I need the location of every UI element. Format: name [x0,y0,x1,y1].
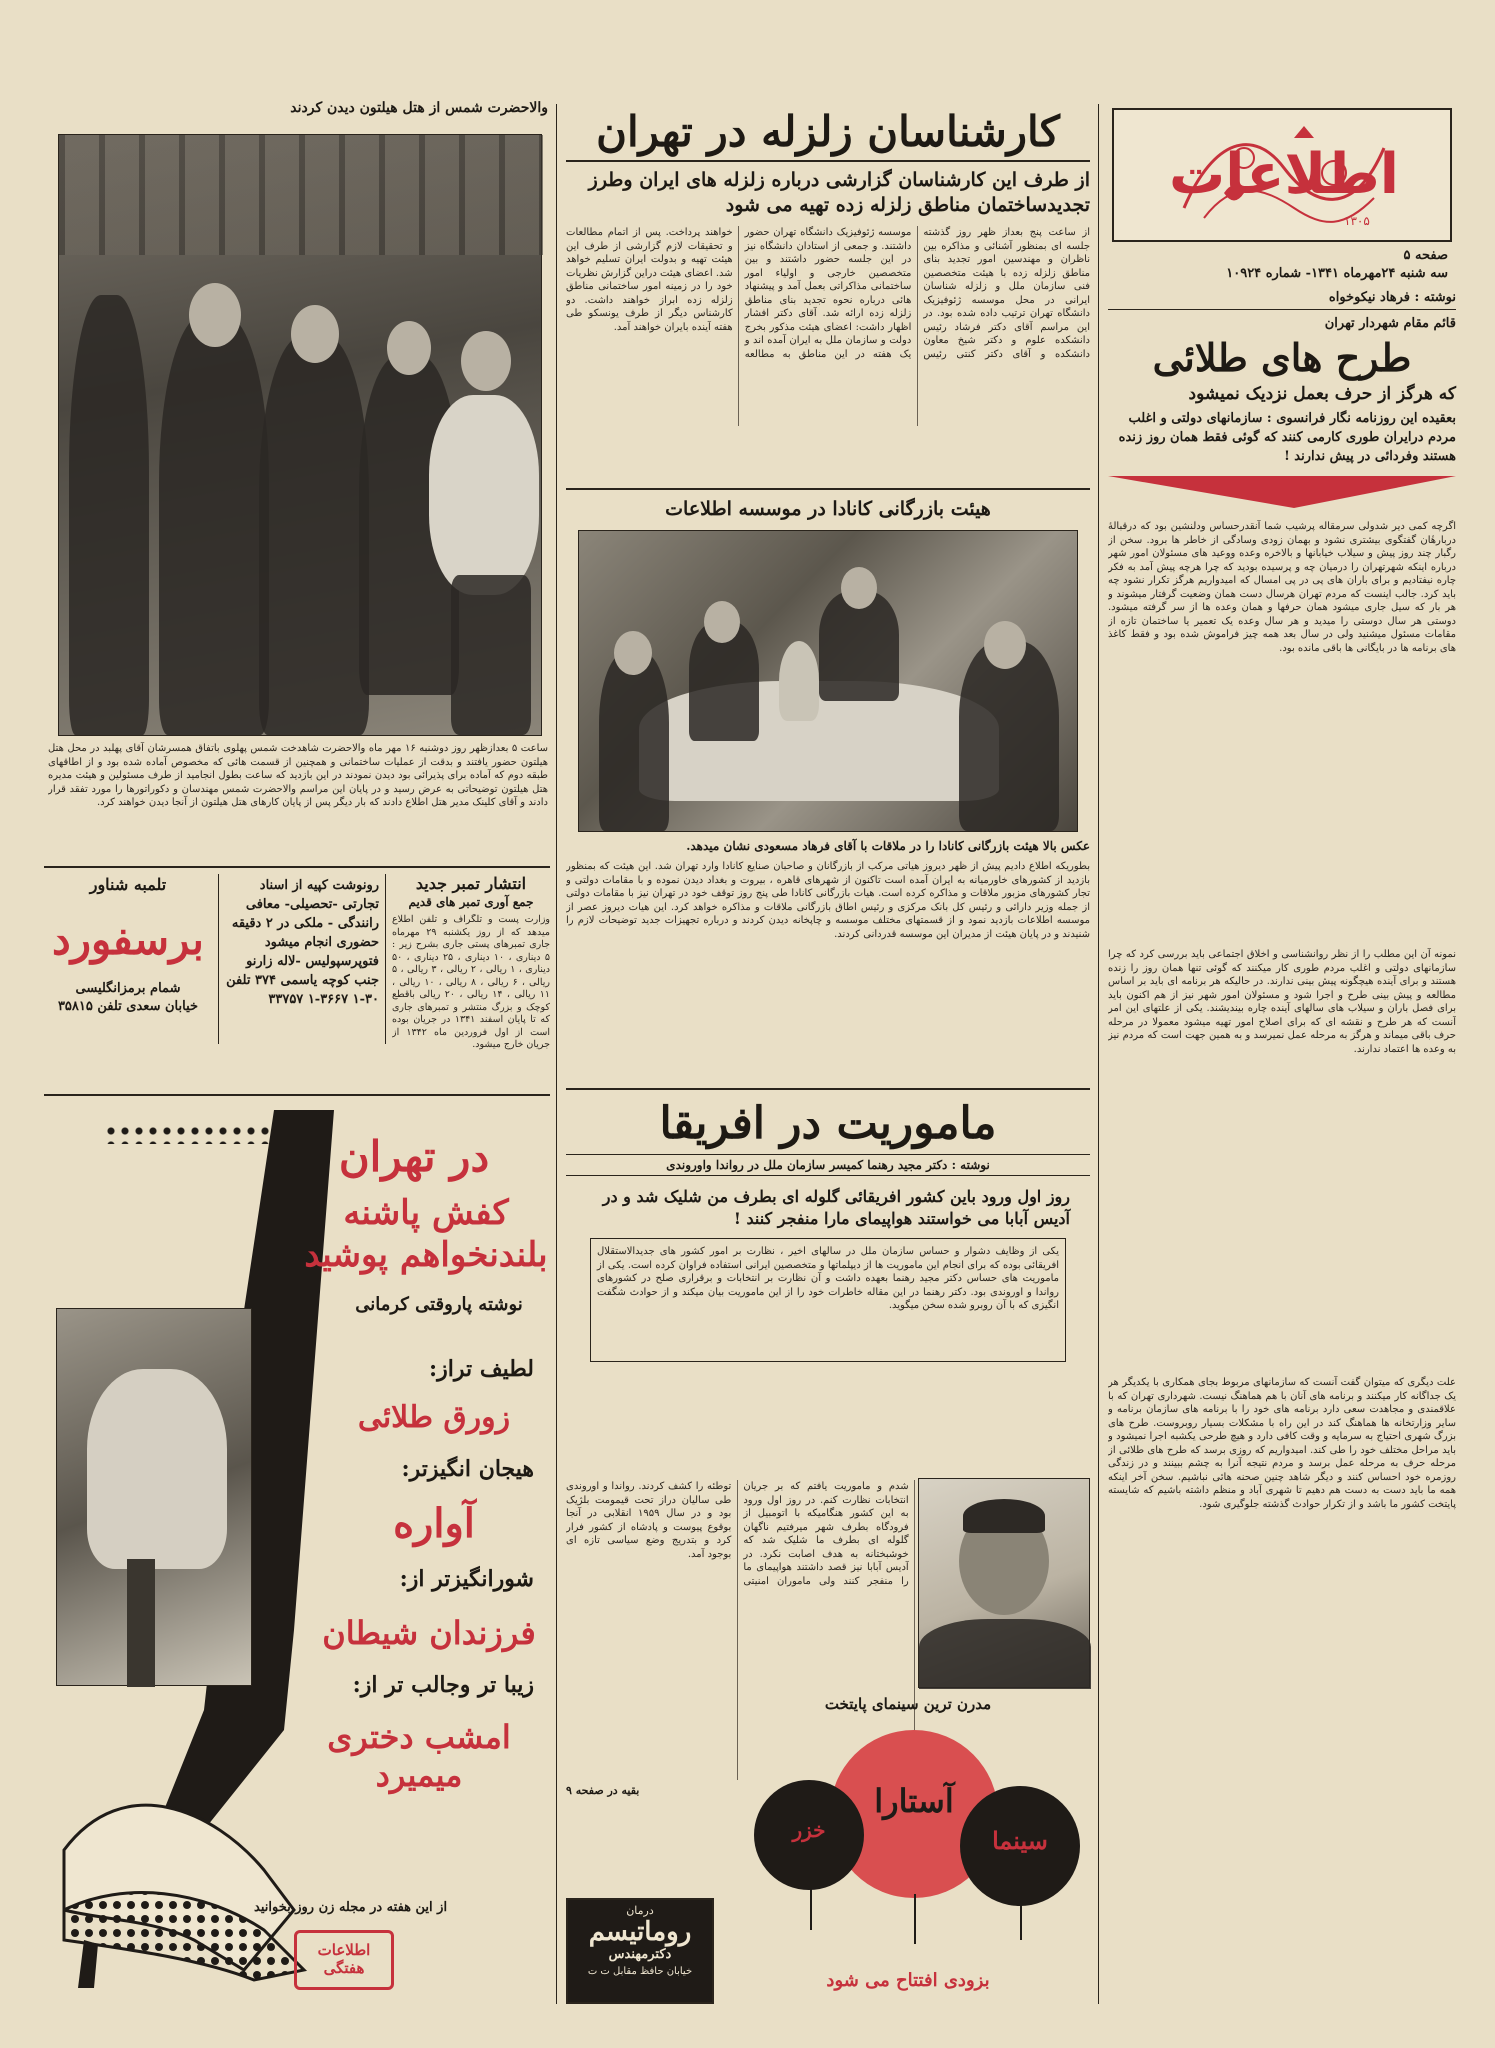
cinema-title: مدرن ترین سینمای پایتخت [824,1695,992,1713]
shoe-label: هیجان انگیزتر: [401,1456,534,1482]
class-ad-line: فتوپرسپولیس -لاله زارنو [246,954,379,969]
subhead: از طرف این کارشناسان گزارشی درباره زلزله های ایران وطرز تجدیدساختمان مناطق زلزله زده تهیه می شود [588,169,1090,216]
canada-photo [578,530,1078,832]
tailor-ad [44,874,212,1074]
shoe-label: زیبا تر وجالب تر از: [352,1672,534,1698]
divider [566,488,1090,490]
subhead: روز اول ورود باین کشور افریقائی گلوله ای بطرف من شلیک شد و در آدیس آبابا می خواستند هواپیمای مارا منفجر کنند ! [602,1187,1070,1228]
vase-shape [779,641,819,721]
face [387,321,431,375]
tailor-line: خیابان سعدی تلفن ۳۵۸۱۵ [57,999,199,1014]
shoe-ad [44,1100,550,2004]
shoe-label: لطیف تراز: [429,1356,534,1382]
magazine-logo [294,1930,394,1990]
shoe-title: آواره [393,1500,475,1547]
balloon-string [810,1888,812,1930]
class-ad [218,874,386,1044]
skirt-shape [87,1369,227,1569]
body: از ساعت پنج بعداز ظهر روز گذشته جلسه ای بمنظور آشنائی و مذاکره بین ناظران و مهندسین امور تجدید بنای مناطق زلزله زده با هیئت متخصصین فنی سازمان ملل و زلزله شناسان ایرانی در محل موسسه ژئوفیزیک دانشگاه تهران ترتیب داده شده بود. در این مراسم آقای دکتر فرشاد رئیس دانشکده علوم و دکتر شیخ معاون دانشکده و آقای دکتر کنتی رئیس موسسه ژئوفیزیک دانشگاه تهران حضور داشتند. و جمعی از استادان دانشگاه نیز در این جلسه حضور داشتند و بین متخصصین خارجی و اولیاء امور ساختمانی مذاکراتی بعمل آمد و پیشنهاد هائی درباره نحوه تجدید بنای مناطق زلزله زده ارائه شد. آقای دکتر افشار اظهار داشت: اعضای هیئت مذکور بخرج دولت و سازمان ملل به ایران آمده اند و یک هفته در این مناطق به مطالعه خواهند پرداخت. پس از اتمام مطالعات و تحقیقات لازم گزارشی از طرف این هیئت تهیه و بدولت ایران تسلیم خواهد شد. اعضای هیئت دراین گزارش نظریات خود را در زمینه امور ساختمانی مناطق زلزله زده ابراز خواهند داشت. دو کارشناس دیگر از طرف یونسکو طی هفته آینده بایران خواهند آمد. [566,227,1090,360]
fur-stole-shape [429,395,539,595]
stamp-body: وزارت پست و تلگراف و تلفن اطلاع میدهد که از روز یکشنبه ۲۹ مهرماه جاری تمبرهای پستی جاری بشرح زیر : ۵ دیناری ، ۱۰ دیناری ، ۲۵ دیناری ، ۵۰ دیناری ، ۱ ریالی ، ۲ ریالی ، ۳ ریالی ، ۵ ریالی ، ۶ ریالی ، ۸ ریالی ، ۱۰ ریالی ، ۱۱ ریالی ، ۱۴ ریالی ، ۲۰ ریالی باقطع کوچک و بزرگ منتشر و تمبرهای جاری که تا پایان اسفند ۱۳۴۱ در جریان بوده است از اول فروردین ماه ۱۳۴۲ از جریان خارج میشود. [392,914,550,1050]
mayor-article [1108,290,1456,2000]
ceiling-shape [59,135,543,255]
rahnama-portrait [918,1478,1090,1688]
shoe-title: زورق طلائی [357,1400,511,1435]
headline: طرح های طلائی [1152,335,1412,380]
column-rule [556,104,557,2004]
issue-line: سه شنبه ۲۴مهرماه ۱۳۴۱- شماره ۱۰۹۲۴ [1226,266,1448,281]
face [291,305,339,363]
continued-note: بقیه در صفحه ۹ [566,1784,640,1797]
body-3: علت دیگری که میتوان گفت آنست که سازمانهای مربوط بجای همکاری با یکدیگر هر یک جداگانه کار میکنند و برنامه های آنان با هم هماهنگ نیست. شهرداری تهران که با علاقمندی و مجاهدت سعی دارد برنامه های خود را با برنامه های سازمان برنامه و سایر وزارتخانه ها هماهنگ کند در این راه با مشکلات بسیار روبروست. طرح های بزرگ شهری احتیاج به سرمایه و وقت کافی دارد و هیچ طرحی یکشبه اجرا نمیشود و باید مراحل مختلف خود را طی کند. امیدواریم که روزی برسد که طرح های طلائی از مرحله حرف به مرحله عمل برسد و مردم نتیجه آنرا به چشم ببینند و در زندگی روزمره خود احساس کنند و دیگر شاهد چنین صحنه هائی نباشیم. سخن آخر اینکه همه ما باید دست به دست هم دهیم تا شهری آباد و منظم داشته باشیم که شایسته پایتخت کشور ما باشد و از تکرار حوادث گذشته جلوگیری شود. [1108,1377,1456,1510]
leg-shape [127,1559,155,1687]
stamp-article [392,874,550,1094]
shoe-title: امشب دختری میمیرد [327,1718,511,1794]
cinema-footer: بزودی افتتاح می شود [826,1970,990,1991]
red-arrow-icon [1108,472,1456,512]
column-rule [1098,104,1099,2004]
byline: نوشته : دکتر مجید رهنما کمیسر سازمان ملل در رواندا واوروندی [566,1154,1090,1176]
shams-photo-caption: ساعت ۵ بعدازظهر روز دوشنبه ۱۶ مهر ماه والاحضرت شاهدخت شمس پهلوی باتفاق همسرشان آقای پهلبد در محل هتل هیلتون حضور یافتند و بدقت از عملیات ساختمانی و همچنین از قسمت هائی که مخصوص آماده شده بود و از اطاقهای طبقه دوم که آماده برای پذیرائی بود دیدن نمودند در این بازدید که ساعت بطول انجامید از طرف مسئولین و هیئت مدیره هتل هیلتون توضیحاتی به عرض رسید و در پایان این مراسم والاحضرت شمس مهندسان و دکوراتورها را مورد تفقد قرار دادند و آقای کلینک مدیر هتل اطلاع دادند که بار دیگر پس از پایان کارهای هتل هیلتون از آنجا دیدن خواهند کرد. [48,743,548,808]
cinema-word: سینما [992,1826,1048,1855]
africa-article [566,1094,1090,1414]
quake-article [566,104,1090,478]
class-ad-line: رونوشت کپیه از اسناد [259,878,379,893]
shoe-line-3: نوشته پاروقتی کرمانی [355,1294,523,1315]
balloon-string [914,1894,916,1944]
high-heel-icon [54,1870,314,1990]
class-ad-line: رانندگی - ملکی در ۲ دقیقه [231,916,379,931]
rheum-ad [566,1898,714,2004]
face [189,283,241,347]
rheum-address: خیابان حافظ مقابل ت ت [587,1966,693,1977]
shams-photo-title: والاحضرت شمس از هتل هیلتون دیدن کردند [290,100,548,116]
cinema-name-1: آستارا [874,1782,954,1820]
balloon-string [1020,1904,1022,1940]
page-label: صفحه ۵ [1403,248,1448,263]
logo-year: ۱۳۰۵ [1344,214,1370,228]
figure [959,641,1059,831]
magazine-logo-text: اطلاعات هفتگی [317,1941,371,1977]
class-ad-line: ۳۳۷۵۷ ۱-۳۶۶۷ ۱-۳۰ [268,992,379,1007]
divider [44,866,550,868]
rheum-doctor: دکترمهندس [608,1947,672,1962]
figure [451,575,531,735]
stamp-headline: انتشار تمبر جدید [415,874,527,893]
masthead [1112,108,1452,286]
kicker: قائم مقام شهردار تهران [1324,316,1456,331]
shams-photo [58,134,542,736]
tailor-top: تلمبه شناور [89,875,167,894]
dress-photo [56,1308,252,1686]
intro: یکی از وظایف دشوار و حساس سازمان ملل در سالهای اخیر ، نظارت بر امور کشور های جدیدالاستقلال افریقائی بوده که برای انجام این ماموریت ها از دیپلماتها و متخصصین ایرانی استفاده فراوان کرده است. یکی از ماموریت های حساس دکتر مجید رهنما بعهده داشت و آن نظارت بر انتخابات و برقراری صلح در کشورهای رواندا و اوروندی بود. دکتر رهنما در این مقاله خاطرات خود را از این ماموریت بیان میکند و از حوادث شگفت انگیزی که با آن روبرو شده سخن میگوید. [590,1238,1066,1362]
rheum-prefix: درمان [626,1904,654,1917]
divider [44,1094,550,1096]
tailor-brand: برسفورد [52,915,204,964]
byline: نوشته : فرهاد نیکوخواه [1108,290,1456,310]
shoe-footer: از این هفته در مجله زن روز بخوانید [254,1900,448,1915]
class-ad-line: تجارتی -تحصیلی- معافی [245,897,379,912]
africa-body: شدم و ماموریت یافتم که بر جریان انتخابات نظارت کنم. در روز اول ورود به این کشور هنگامیکه با اتومبیل از فرودگاه بطرف شهر میرفتیم ناگهان گلوله ای بطرف ما شلیک شد که خوشبختانه به هدف اصابت نکرد. در آدیس آبابا نیز قصد داشتند هواپیمای ما را منفجر کنند ولی ماموران امنیتی توطئه را کشف کردند. رواندا و اوروندی طی سالیان دراز تحت قیمومت بلژیک بود و در سال ۱۹۵۹ انقلابی در آنجا بوقوع پیوست و پادشاه از کشور فرار کرد و بتدریج وضع سیاسی تازه ای بوجود آمد. [566,1481,909,1587]
headline: هیئت بازرگانی کانادا در موسسه اطلاعات [665,498,991,520]
face [841,567,877,609]
figure [599,651,669,831]
shoe-line-1: در تهران [338,1132,490,1181]
shoe-title: فرزندان شیطان [322,1614,536,1652]
subhead: که هرگز از حرف بعمل نزدیک نمیشود [1188,384,1456,404]
cinema-ad [724,1694,1092,2004]
body-1: اگرچه کمی دیر شدولی سرمقاله پرشیب شما آنقدرحساس ودلنشین بود که درقبالهٔ دربارهٔان گفتگوی بیشتری نشود و بهمان زودی وسادگی از خاطر ها برود. سخن از رگبار چند روز پیش و سیلاب خیابانها و بالاخره وعده ووعید های مسئولان امور شهر درباره اینکه شهرتهران را درمیان چه و پرسیده بودید که چرا هرچه پیش آمد به فکر چاره نیفتادیم و برای باران های پی در پی امسال که امیدواریم هرگز تکرار نشود چه باید کرد. جالب اینست که مردم تهران هرسال دست همان وضعیت گرفتار میشوند و هر بار که سیل جاری میشود همان حرفها و همان وعده ها از سر گرفته میشود. دوستی هر سال دوستی را میدید و هر سال وعده یک تعمیر یا ساختمان تازه از مقامات مسئول میشنید ولی در سال بعد همه چیز فراموش شده بود و فقط کاغذ های برنامه ها در بایگانی ها باقی مانده بود. [1108,521,1456,654]
cinema-name-2: خزر [792,1818,826,1842]
class-ad-line: جنب کوچه یاسمی ۳۷۴ تلفن [226,973,379,988]
figure [159,315,269,735]
logo-text: اطلاعات [1168,142,1399,207]
body: بطوریکه اطلاع دادیم پیش از ظهر دیروز هیاتی مرکب از بازرگانان و صاحبان صنایع کانادا وارد تهران شد. این هیئت که بمنظور بازدید از کشورهای خاورمیانه به ایران آمده است تاکنون از شهرهای قاهره ، بیروت و بغداد دیدن نموده و با مقامات دولتی و تجار کشورهای مزبور ملاقات و مذاکره کرده است. هیات بازرگانی کانادا طی پنج روز توقف خود در تهران نیز با مقامات دولتی از جمله وزیر دارائی و رئیس کل بانک مرکزی و رئیس اطاق بازرگانی ملاقات و مذاکره خواهد کرد. این هیات دیروز عصر از موسسه اطلاعات بازدید نمود و از قسمتهای مختلف موسسه و چاپخانه دیدن کردند و درباره تجهیزات جدید توضیحات لازم را شنیدند و در پایان هیئت از مدیران این موسسه قدردانی کردند. [566,861,1090,940]
divider [566,1088,1090,1090]
headline: ماموریت در افریقا [659,1098,997,1149]
figure [69,295,149,735]
face [461,331,511,391]
figure [259,335,369,735]
figure [919,1619,1091,1689]
face [704,601,740,643]
shoe-label: شورانگیزتر از: [399,1566,534,1592]
canada-article [566,496,1090,1086]
headline: کارشناسان زلزله در تهران [566,104,1090,162]
class-ad-line: حضوری انجام میشود [264,935,379,950]
hair-shape [963,1499,1045,1533]
face [984,621,1026,669]
shoe-line-2: کفش پاشنه بلندنخواهم پوشید [304,1193,548,1275]
logo-box [1112,108,1452,242]
tailor-line: شمام برمزانگلیسی [75,981,181,996]
caption: عکس بالا هیئت بازرگانی کانادا را در ملاقات با آقای فرهاد مسعودی نشان میدهد. [686,839,1090,853]
dek: بعقیده این روزنامه نگار فرانسوی : سازمانهای دولتی و اغلب مردم درایران طوری کارمی کنند که گوئی فقط همان روز زنده هستند وفردائی در پیش ندارند ! [1118,411,1456,464]
rheum-title: روماتیسم [588,1917,692,1947]
body-2: نمونه آن این مطلب را از نظر روانشناسی و اخلاق اجتماعی باید بررسی کرد که چرا سازمانهای دولتی و اغلب مردم طوری کار میکنند که گوئی تنها همان روز را زنده هستند و برای آینده هیچگونه پیش بینی ندارند. در حالیکه هر برنامه ای باید بر اساس مطالعه و پیش بینی طرح و اجرا شود و مسئولان امور شهر نیز از هم اکنون باید برای فصل باران و سیلاب های سالهای آینده چاره بیندیشند. یکی از علتهای این امر آنست که هر طرح و نقشه ای که برای اصلاح امور تهیه میشود معمولا در مرحله حرف باقی میماند و هرگز به مرحله عمل نمیرسد و به همین جهت است که مردم نیز به وعده ها اعتماد ندارند. [1108,949,1456,1055]
stamp-subhead: جمع آوری تمبر های قدیم [408,895,534,909]
face [614,631,652,675]
